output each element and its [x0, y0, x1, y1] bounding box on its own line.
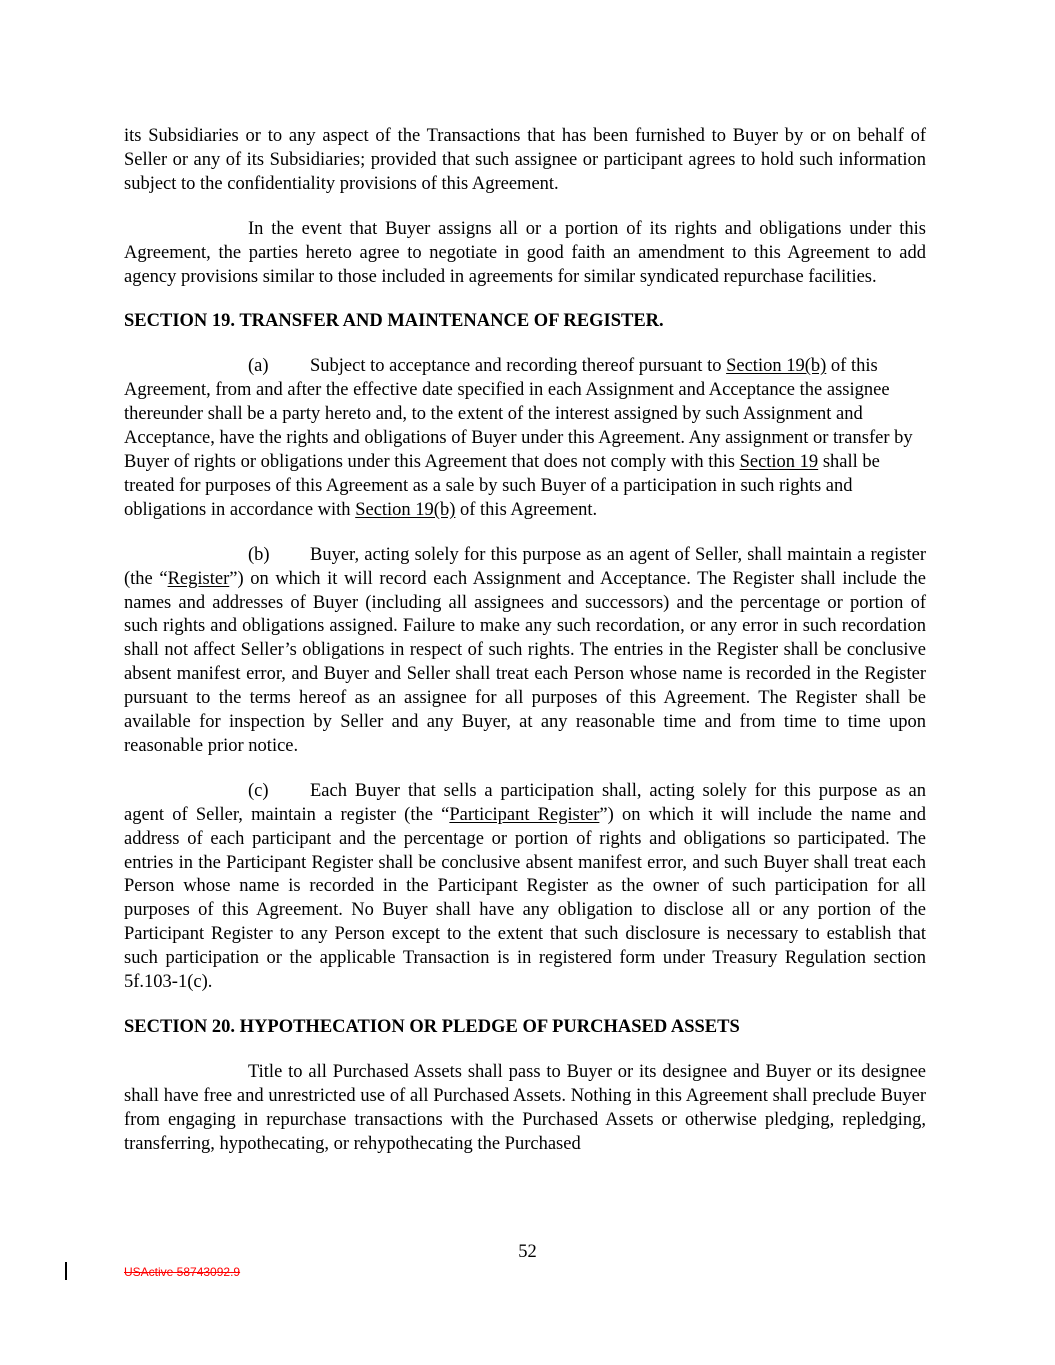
section-19b-text-2: ”) on which it will record each Assignment and Acceptance. The Register shall include the names and addresses of Buyer (including all assignees and successors) and the percentage or portion of such rights and obligations assigned. Failure to make any such recordation, or any error in such recordation shall not affect Seller’s obligations in respect of such rights. The entries in the Register shall be conclusive absent manifest error, and Buyer and Seller shall treat each Person whose name is recorded in the Register pursuant to the terms hereof as an assignee for all purposes of this Agreement. The Register shall be available for inspection by Seller and any Buyer, at any reasonable time and from time to time upon reasonable prior notice.: [124, 568, 926, 756]
section-19b-label: (b): [248, 544, 270, 565]
section-19b-text-1: Buyer, acting solely for this purpose as an agent of Seller, shall maintain a register (the “: [124, 544, 926, 589]
section-19a-text-4: of this Agreement.: [455, 499, 598, 520]
section-19b-reference-2: Section 19(b): [355, 499, 456, 520]
section-19a-text-3: shall be treated for purposes of this Agreement as a sale by such Buyer of a participation in such rights and obligations in accordance with: [124, 451, 880, 520]
section-19a-label: (a): [248, 356, 269, 377]
section-19a-text-1: Subject to acceptance and recording thereof pursuant to: [310, 356, 727, 377]
section-19-heading: SECTION 19. TRANSFER AND MAINTENANCE OF REGISTER.: [124, 311, 664, 332]
section-19c-text-2: ”) on which it will include the name and address of each participant and the percentage or portion of rights and obligations so participated. The entries in the Participant Register shall be conclusive absent manifest error, and such Buyer shall treat each Person whose name is recorded in the Participant Register as the owner of such participation for all purposes of this Agreement. No Buyer shall have any obligation to disclose all or any portion of the Participant Register to any Person except to the extent that such disclosure is necessary to establish that such participation or the applicable Transaction is in registered form under Treasury Regulation section 5f.103-1(c).: [124, 804, 927, 993]
section-19c-text-1: Each Buyer that sells a participation shall, acting solely for this purpose as an agent of Seller, maintain a register (the “: [124, 780, 926, 825]
section-19a-text-2: of this Agreement, from and after the effective date specified in each Assignment and Acceptance the assignee thereunder shall be a party hereto and, to the extent of the interest assigned by such Assignment and Acceptance, have the rights and obligations of Buyer under this Agreement. Any assignment or transfer by Buyer of rights or obligations under this Agreement that does not comply with this: [124, 356, 913, 472]
paragraph-agency-provisions: In the event that Buyer assigns all or a portion of its rights and obligations under this Agreement, the parties hereto agree to negotiate in good faith an amendment to this Agreement to add agency provisions similar to those included in agreements for similar syndicated repurchase facilities.: [124, 218, 926, 287]
section-19c-paragraph: [124, 780, 926, 995]
revision-change-bar: [65, 1262, 67, 1280]
section-19b-reference: Section 19(b): [726, 356, 827, 377]
section-20-paragraph: Title to all Purchased Assets shall pass to Buyer or its designee and Buyer or its designee shall have free and unrestricted use of all Purchased Assets. Nothing in this Agreement shall preclude Buyer from engaging in repurchase transactions with the Purchased Assets or otherwise pledging, repledging, transferring, hypothecating, or rehypothecating the Purchased: [124, 1061, 926, 1154]
paragraph-confidentiality-continuation: its Subsidiaries or to any aspect of the Transactions that has been furnished to Buyer by or on behalf of Seller or any of its Subsidiaries; provided that such assignee or participant agrees to hold such information subject to the confidentiality provisions of this Agreement.: [124, 126, 926, 194]
section-19c-label: (c): [248, 780, 269, 801]
document-body: [124, 125, 926, 1178]
participant-register-defined-term: Participant Register: [449, 804, 600, 825]
section-19-reference: Section 19: [739, 451, 819, 472]
page-number: 52: [518, 1242, 537, 1262]
section-20-heading: SECTION 20. HYPOTHECATION OR PLEDGE OF PURCHASED ASSETS: [124, 1017, 740, 1037]
section-19a-paragraph: [124, 355, 926, 522]
section-19b-paragraph: [124, 544, 926, 759]
register-defined-term: Register: [167, 568, 230, 589]
document-id-footer: USActive 58743092.9: [124, 1265, 241, 1279]
